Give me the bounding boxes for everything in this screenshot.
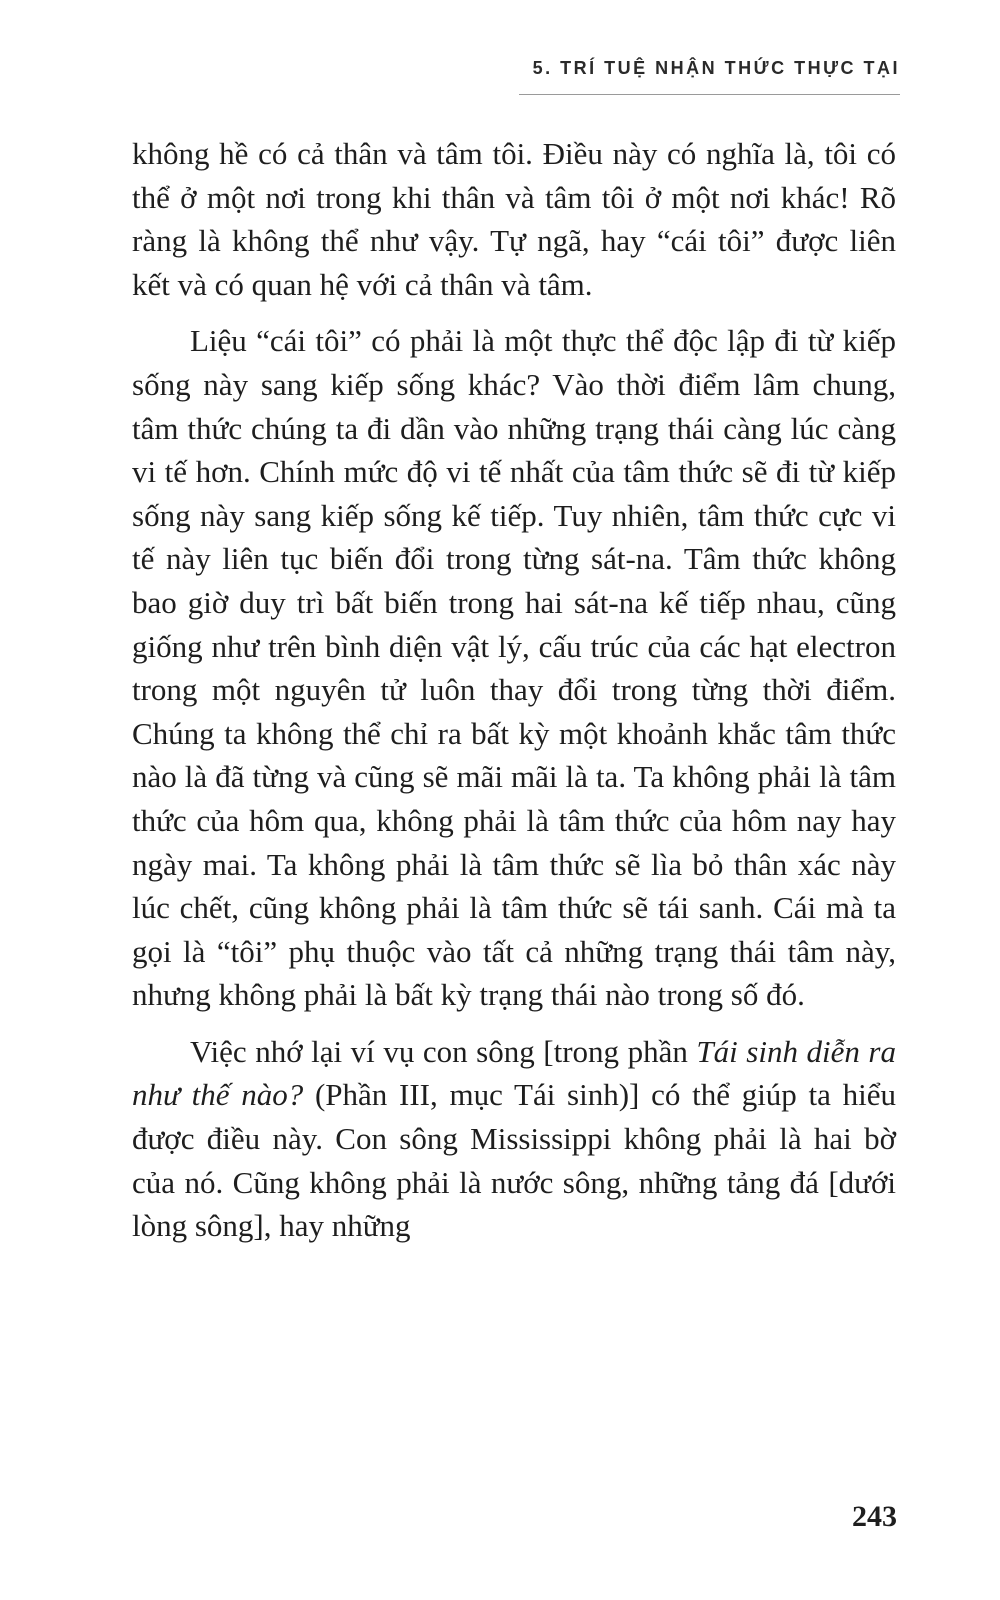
paragraph-3-text-before: Việc nhớ lại ví vụ con sông [trong phần xyxy=(190,1033,697,1069)
page-number: 243 xyxy=(852,1500,897,1533)
section-reference-italic: Tái sinh diễn ra như thế nào? xyxy=(132,1033,896,1113)
header-divider xyxy=(519,94,900,95)
body-text xyxy=(132,132,896,1248)
paragraph-3-text-after: (Phần III, mục Tái sinh)] có thể giúp ta hiểu được điều này. Con sông Mississippi không phải là hai bờ của nó. Cũng không phải là nước sông, những tảng đá [dưới lòng sông], hay những xyxy=(132,1077,897,1244)
paragraph-2: Liệu “cái tôi” có phải là một thực thể độc lập đi từ kiếp sống này sang kiếp sống khác? Vào thời điểm lâm chung, tâm thức chúng ta đi dần vào những trạng thái càng lúc càng vi tế hơn. Chính mức độ vi tế nhất của tâm thức sẽ đi từ kiếp sống này sang kiếp sống kế tiếp. Tuy nhiên, tâm thức cực vi tế này liên tục biến đổi trong từng sát-na. Tâm thức không bao giờ duy trì bất biến trong hai sát-na kế tiếp nhau, cũng giống như trên bình diện vật lý, cấu trúc của các hạt electron trong một nguyên tử luôn thay đổi trong từng thời điểm. Chúng ta không thể chỉ ra bất kỳ một khoảnh khắc tâm thức nào là đã từng và cũng sẽ mãi mãi là ta. Ta không phải là tâm thức của hôm qua, không phải là tâm thức của hôm nay hay ngày mai. Ta không phải là tâm thức sẽ lìa bỏ thân xác này lúc chết, cũng không phải là tâm thức sẽ tái sanh. Cái mà ta gọi là “tôi” phụ thuộc vào tất cả những trạng thái tâm này, nhưng không phải là bất kỳ trạng thái nào trong số đó. xyxy=(132,323,896,1013)
paragraph-1: không hề có cả thân và tâm tôi. Điều này có nghĩa là, tôi có thể ở một nơi trong khi thân và tâm tôi ở một nơi khác! Rõ ràng là không thể như vậy. Tự ngã, hay “cái tôi” được liên kết và có quan hệ với cả thân và tâm. xyxy=(132,136,896,302)
paragraph-3 xyxy=(132,1030,896,1248)
running-header: 5. TRÍ TUỆ NHẬN THỨC THỰC TẠI xyxy=(532,58,900,78)
